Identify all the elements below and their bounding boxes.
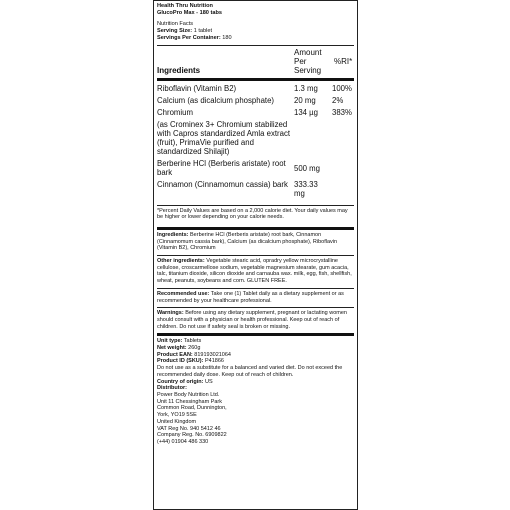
nutrient-name: Riboflavin (Vitamin B2) [157, 83, 237, 93]
product-ean [157, 352, 354, 359]
nutrient-amount: 500 mg [294, 163, 321, 173]
other-ingredients-label: Other ingredients: [157, 258, 205, 265]
product-sku [157, 358, 354, 365]
other-ingredients-text: Vegetable stearic acid, opradry yellow microcrystalline cellulose, croscarmellose sodium, vegetable magnesium stearate, gum acacia, talc, titanium dioxide, silicon dioxide and carnauba wax. milk, egg, fish, shellfish, wheat, peanuts, soybeans and corn. GLUTEN FREE. [157, 258, 352, 285]
warnings-section [157, 308, 354, 333]
recommended-use-text: Take one (1) Tablet daily as a dietary supplement or as recommended by your healthcare professional. [157, 290, 344, 304]
distributor-line: VAT Reg No. 940 5412 46 [157, 425, 221, 432]
serving-size [157, 28, 354, 35]
servings-per-container [157, 35, 354, 42]
footnote: *Percent Daily Values are based on a 2,000 calorie diet. Your daily values may be higher or lower depending on your calorie needs. [157, 207, 348, 221]
net-weight [157, 345, 354, 352]
table-header [157, 46, 354, 78]
col-amount: Amount Per Serving [294, 47, 322, 75]
nutrient-name: Chromium [157, 107, 193, 117]
sku-label: Product ID (SKU): [157, 358, 204, 365]
country-value: US [203, 378, 213, 385]
nutrient-ri [330, 120, 354, 156]
table-row [157, 180, 354, 198]
disclaimer: Do not use as a substitute for a balanced and varied diet. Do not exceed the recommended daily dose. Keep out of reach of children. [157, 365, 343, 378]
other-ingredients-section [157, 256, 354, 288]
ean-label: Product EAN: [157, 351, 193, 358]
distributor-label: Distributor: [157, 385, 187, 392]
net-weight-value: 260g [186, 345, 201, 352]
supplement-label [153, 0, 358, 510]
warnings-text: Before using any dietary supplement, pregnant or lactating women should consult with a physician or health professional. Keep out of reach of children. Do not use if safety seal is broken or missing. [157, 310, 347, 330]
servings-label: Servings Per Container: [157, 34, 221, 41]
unit-type-value: Tablets [182, 338, 202, 345]
nutrient-table [157, 84, 354, 205]
table-row [157, 108, 354, 117]
unit-type [157, 338, 354, 345]
serving-size-value: 1 tablet [192, 28, 213, 35]
table-row [157, 120, 354, 156]
recommended-use-label: Recommended use: [157, 290, 210, 297]
brand-name: Health Thru Nutrition [157, 3, 213, 9]
servings-value: 180 [220, 34, 232, 41]
serving-size-label: Serving Size: [157, 28, 193, 35]
nutrient-amount: 1.3 mg [294, 83, 318, 93]
country-of-origin [157, 379, 354, 386]
distributor-line: United Kingdom [157, 418, 197, 425]
nutrient-name: (as Crominex 3+ Chromium stabilized with Capros standardized Amla extract (fruit), PrimaVie purified and standardized Shilajit) [157, 119, 291, 156]
nutrient-amount: 333.33 mg [294, 179, 318, 198]
table-row [157, 96, 354, 105]
facts-title: Nutrition Facts [157, 21, 194, 28]
nutrient-ri [330, 159, 354, 177]
ingredients-text: Berberine HCl (Berberis aristate) root bark, Cinnamon (Cinnamomum cassia bark), Calcium (as dicalcium phosphate), Riboflavin (Vitamin B2), Chromium [157, 231, 338, 252]
ingredients-section [157, 230, 354, 255]
unit-type-label: Unit type: [157, 338, 183, 345]
table-row [157, 84, 354, 93]
distributor-line: Company Reg. No. 6909822 [157, 432, 227, 439]
distributor-line: York, YO19 5SE [157, 412, 197, 419]
table-row [157, 159, 354, 177]
distributor-line: Unit 11 Chessingham Park [157, 398, 223, 405]
product-name: GlucoPro Max - 180 tabs [157, 9, 222, 16]
nutrient-amount: 134 µg [294, 107, 319, 117]
distributor-line: (+44) 01904 486 330 [157, 438, 209, 445]
divider-thick [157, 78, 354, 81]
product-details [157, 336, 354, 445]
ingredients-label: Ingredients: [157, 231, 189, 238]
nutrient-name: Calcium (as dicalcium phosphate) [157, 95, 275, 105]
nutrient-amount: 20 mg [294, 95, 316, 105]
distributor-line: Common Road, Dunnington, [157, 405, 227, 412]
net-weight-label: Net weight: [157, 345, 187, 352]
distributor-line: Power Body Nutrition Ltd. [157, 391, 220, 398]
nutrient-name: Berberine HCl (Berberis aristate) root bark [157, 158, 286, 177]
nutrient-amount [294, 120, 330, 156]
nutrient-ri: 100% [332, 83, 352, 93]
nutrient-name: Cinnamon (Cinnamomun cassia) bark [157, 179, 288, 189]
label-header [157, 3, 354, 45]
recommended-use-section [157, 289, 354, 307]
country-label: Country of origin: [157, 378, 204, 385]
ean-value: 819193021064 [192, 351, 231, 358]
col-ri: %RI* [334, 56, 353, 66]
sku-value: P41866 [203, 358, 224, 365]
warnings-label: Warnings: [157, 310, 184, 317]
nutrient-ri: 383% [332, 107, 352, 117]
col-ingredients: Ingredients [157, 65, 201, 75]
nutrient-ri: 2% [332, 95, 344, 105]
nutrient-ri [330, 180, 354, 198]
